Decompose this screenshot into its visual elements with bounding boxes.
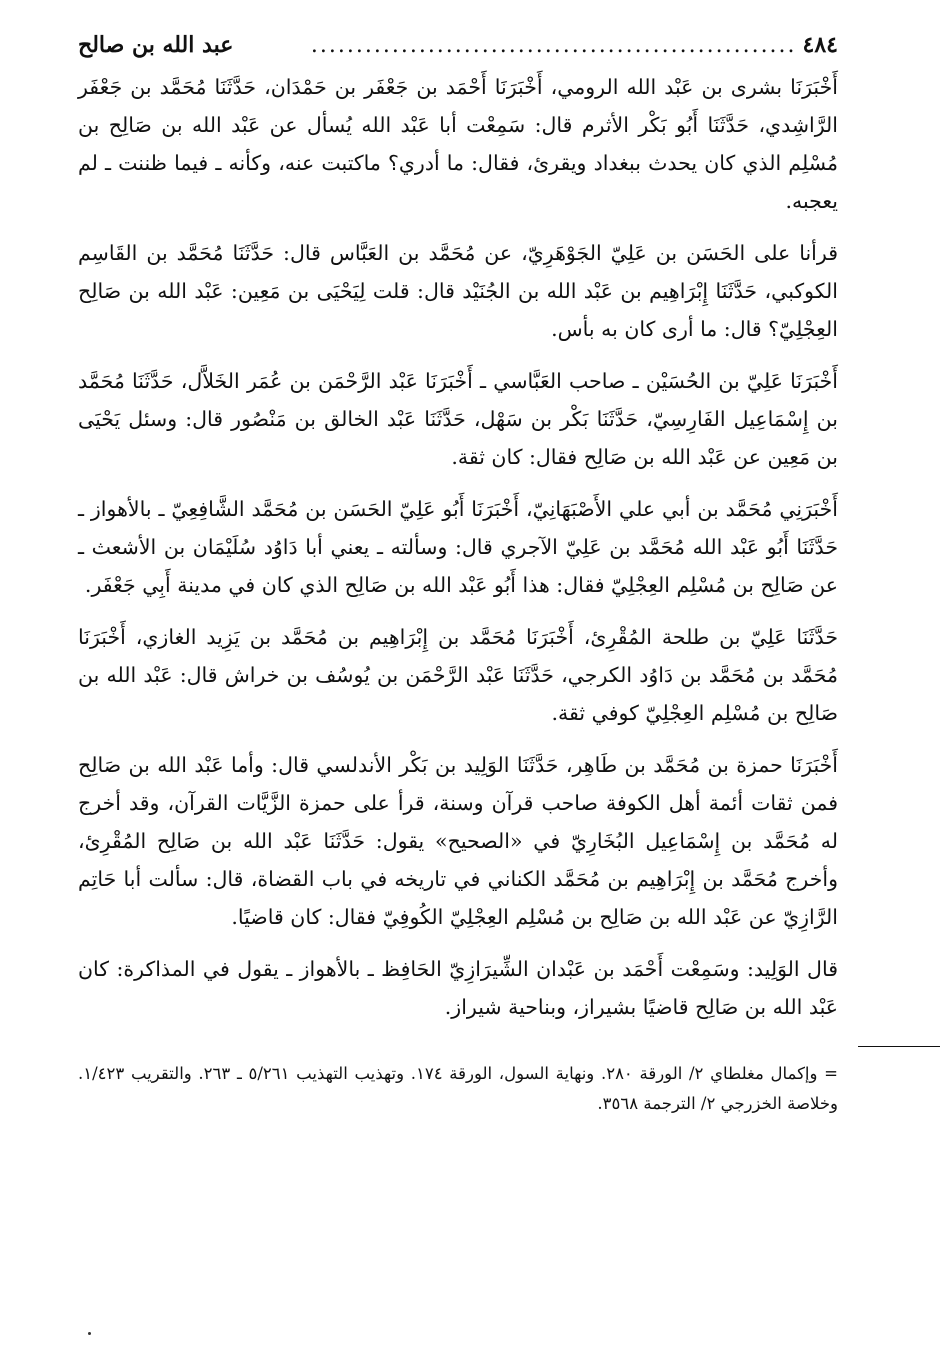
footnote-divider (858, 1046, 940, 1047)
book-page (78, 28, 838, 1119)
paragraph-6: أَخْبَرَنَا حمزة بن مُحَمَّد بن طَاهِر، حَدَّثَنَا الوَلِيد بن بَكْر الأندلسي قال: وأما عَبْد الله بن صَالِح فمن ثقات أئمة أهل الكوفة صاحب قرآن وسنة، قرأ على حمزة الزَّيَّات القرآن، وقد أخرج له مُحَمَّد بن إِسْمَاعِيل البُخَارِيّ في «الصحيح» يقول: حَدَّثَنَا عَبْد الله بن صَالِح المُقْرِئ، وأخرج مُحَمَّد بن إِبْرَاهِيم بن مُحَمَّد الكناني في تاريخه في باب القضاة، قال: سألت أبا حَاتِم الرَّازِيّ عن عَبْد الله بن صَالِح بن مُسْلِم العِجْلِيّ الكُوفِيّ فقال: كان قاضيًا. (78, 753, 838, 929)
body-text (78, 68, 838, 1026)
running-title: عبد الله بن صالح (78, 32, 234, 58)
print-speck (88, 1332, 91, 1335)
paragraph-7: قال الوَلِيد: وسَمِعْت أَحْمَد بن عَبْدان الشِّيرَازِيّ الحَافِظ ـ بالأهواز ـ يقول في المذاكرة: كان عَبْد الله بن صَالِح قاضيًا بشيراز، وبناحية شيراز. (78, 957, 838, 1019)
paragraph-1: أَخْبَرَنَا بشرى بن عَبْد الله الرومي، أَخْبَرَنَا أَحْمَد بن جَعْفَر بن حَمْدَان، حَدَّثَنَا مُحَمَّد بن جَعْفَر الرَّاشِدي، حَدَّثَنَا أَبُو بَكْر الأثرم قال: سَمِعْت أبا عَبْد الله يُسأل عن عَبْد الله بن صَالِح بن مُسْلِم الذي كان يحدث ببغداد ويقرئ، فقال: ما أدري؟ ماكتبت عنه، وكأنه ـ فيما ظننت ـ لم يعجبه. (78, 75, 838, 213)
paragraph-4: أَخْبَرَنِي مُحَمَّد بن أبي علي الأَصْبَهَانِيّ، أَخْبَرَنَا أَبُو عَلِيّ الحَسَن بن مُحَمَّد الشَّافِعِيّ ـ بالأهواز ـ حَدَّثَنَا أَبُو عَبْد الله مُحَمَّد بن عَلِيّ الآجري قال: وسألته ـ يعني أبا دَاوُد سُلَيْمَان بن الأشعث ـ عن صَالِح بن مُسْلِم العِجْلِيّ فقال: هذا أَبُو عَبْد الله بن صَالِح الذي كان في مدينة أَبِي جَعْفَر. (78, 497, 838, 597)
page-number: ٤٨٤ (802, 32, 838, 58)
paragraph-3: أَخْبَرَنَا عَلِيّ بن الحُسَيْن ـ صاحب العَبَّاسي ـ أَخْبَرَنَا عَبْد الرَّحْمَن بن عُمَر الخَلاَّل، حَدَّثَنَا مُحَمَّد بن إِسْمَاعِيل الفَارِسِيّ، حَدَّثَنَا بَكْر بن سَهْل، حَدَّثَنَا عَبْد الخالق بن مَنْصُور قال: وسئل يَحْيَى بن مَعِين عن عَبْد الله بن صَالِح فقال: كان ثقة. (78, 369, 838, 469)
footnote: = وإكمال مغلطاي ٢/ الورقة ٢٨٠. ونهاية السول، الورقة ١٧٤. وتهذيب التهذيب ٥/٢٦١ ـ ٢٦٣. والتقريب ١/٤٢٣. وخلاصة الخزرجي ٢/ الترجمة ٣٥٦٨. (78, 1064, 838, 1113)
header-leader-dots: ...................................................... (310, 33, 797, 58)
paragraph-5: حَدَّثَنَا عَلِيّ بن طلحة المُقْرِئ، أَخْبَرَنَا مُحَمَّد بن إِبْرَاهِيم بن مُحَمَّد بن يَزِيد الغازي، أَخْبَرَنَا مُحَمَّد بن مُحَمَّد بن دَاوُد الكرجي، حَدَّثَنَا عَبْد الرَّحْمَن بن يُوسُف بن خراش قال: عَبْد الله بن صَالِح بن مُسْلِم العِجْلِيّ كوفي ثقة. (78, 625, 838, 725)
paragraph-2: قرأنا على الحَسَن بن عَلِيّ الجَوْهَرِيّ، عن مُحَمَّد بن العَبَّاس قال: حَدَّثَنَا مُحَمَّد بن القَاسِم الكوكبي، حَدَّثَنَا إِبْرَاهِيم بن عَبْد الله بن الجُنَيْد قال: قلت لِيَحْيَى بن مَعِين: عَبْد الله بن صَالِح العِجْلِيّ؟ قال: ما أرى كان به بأس. (78, 241, 838, 341)
page-header (78, 28, 838, 62)
